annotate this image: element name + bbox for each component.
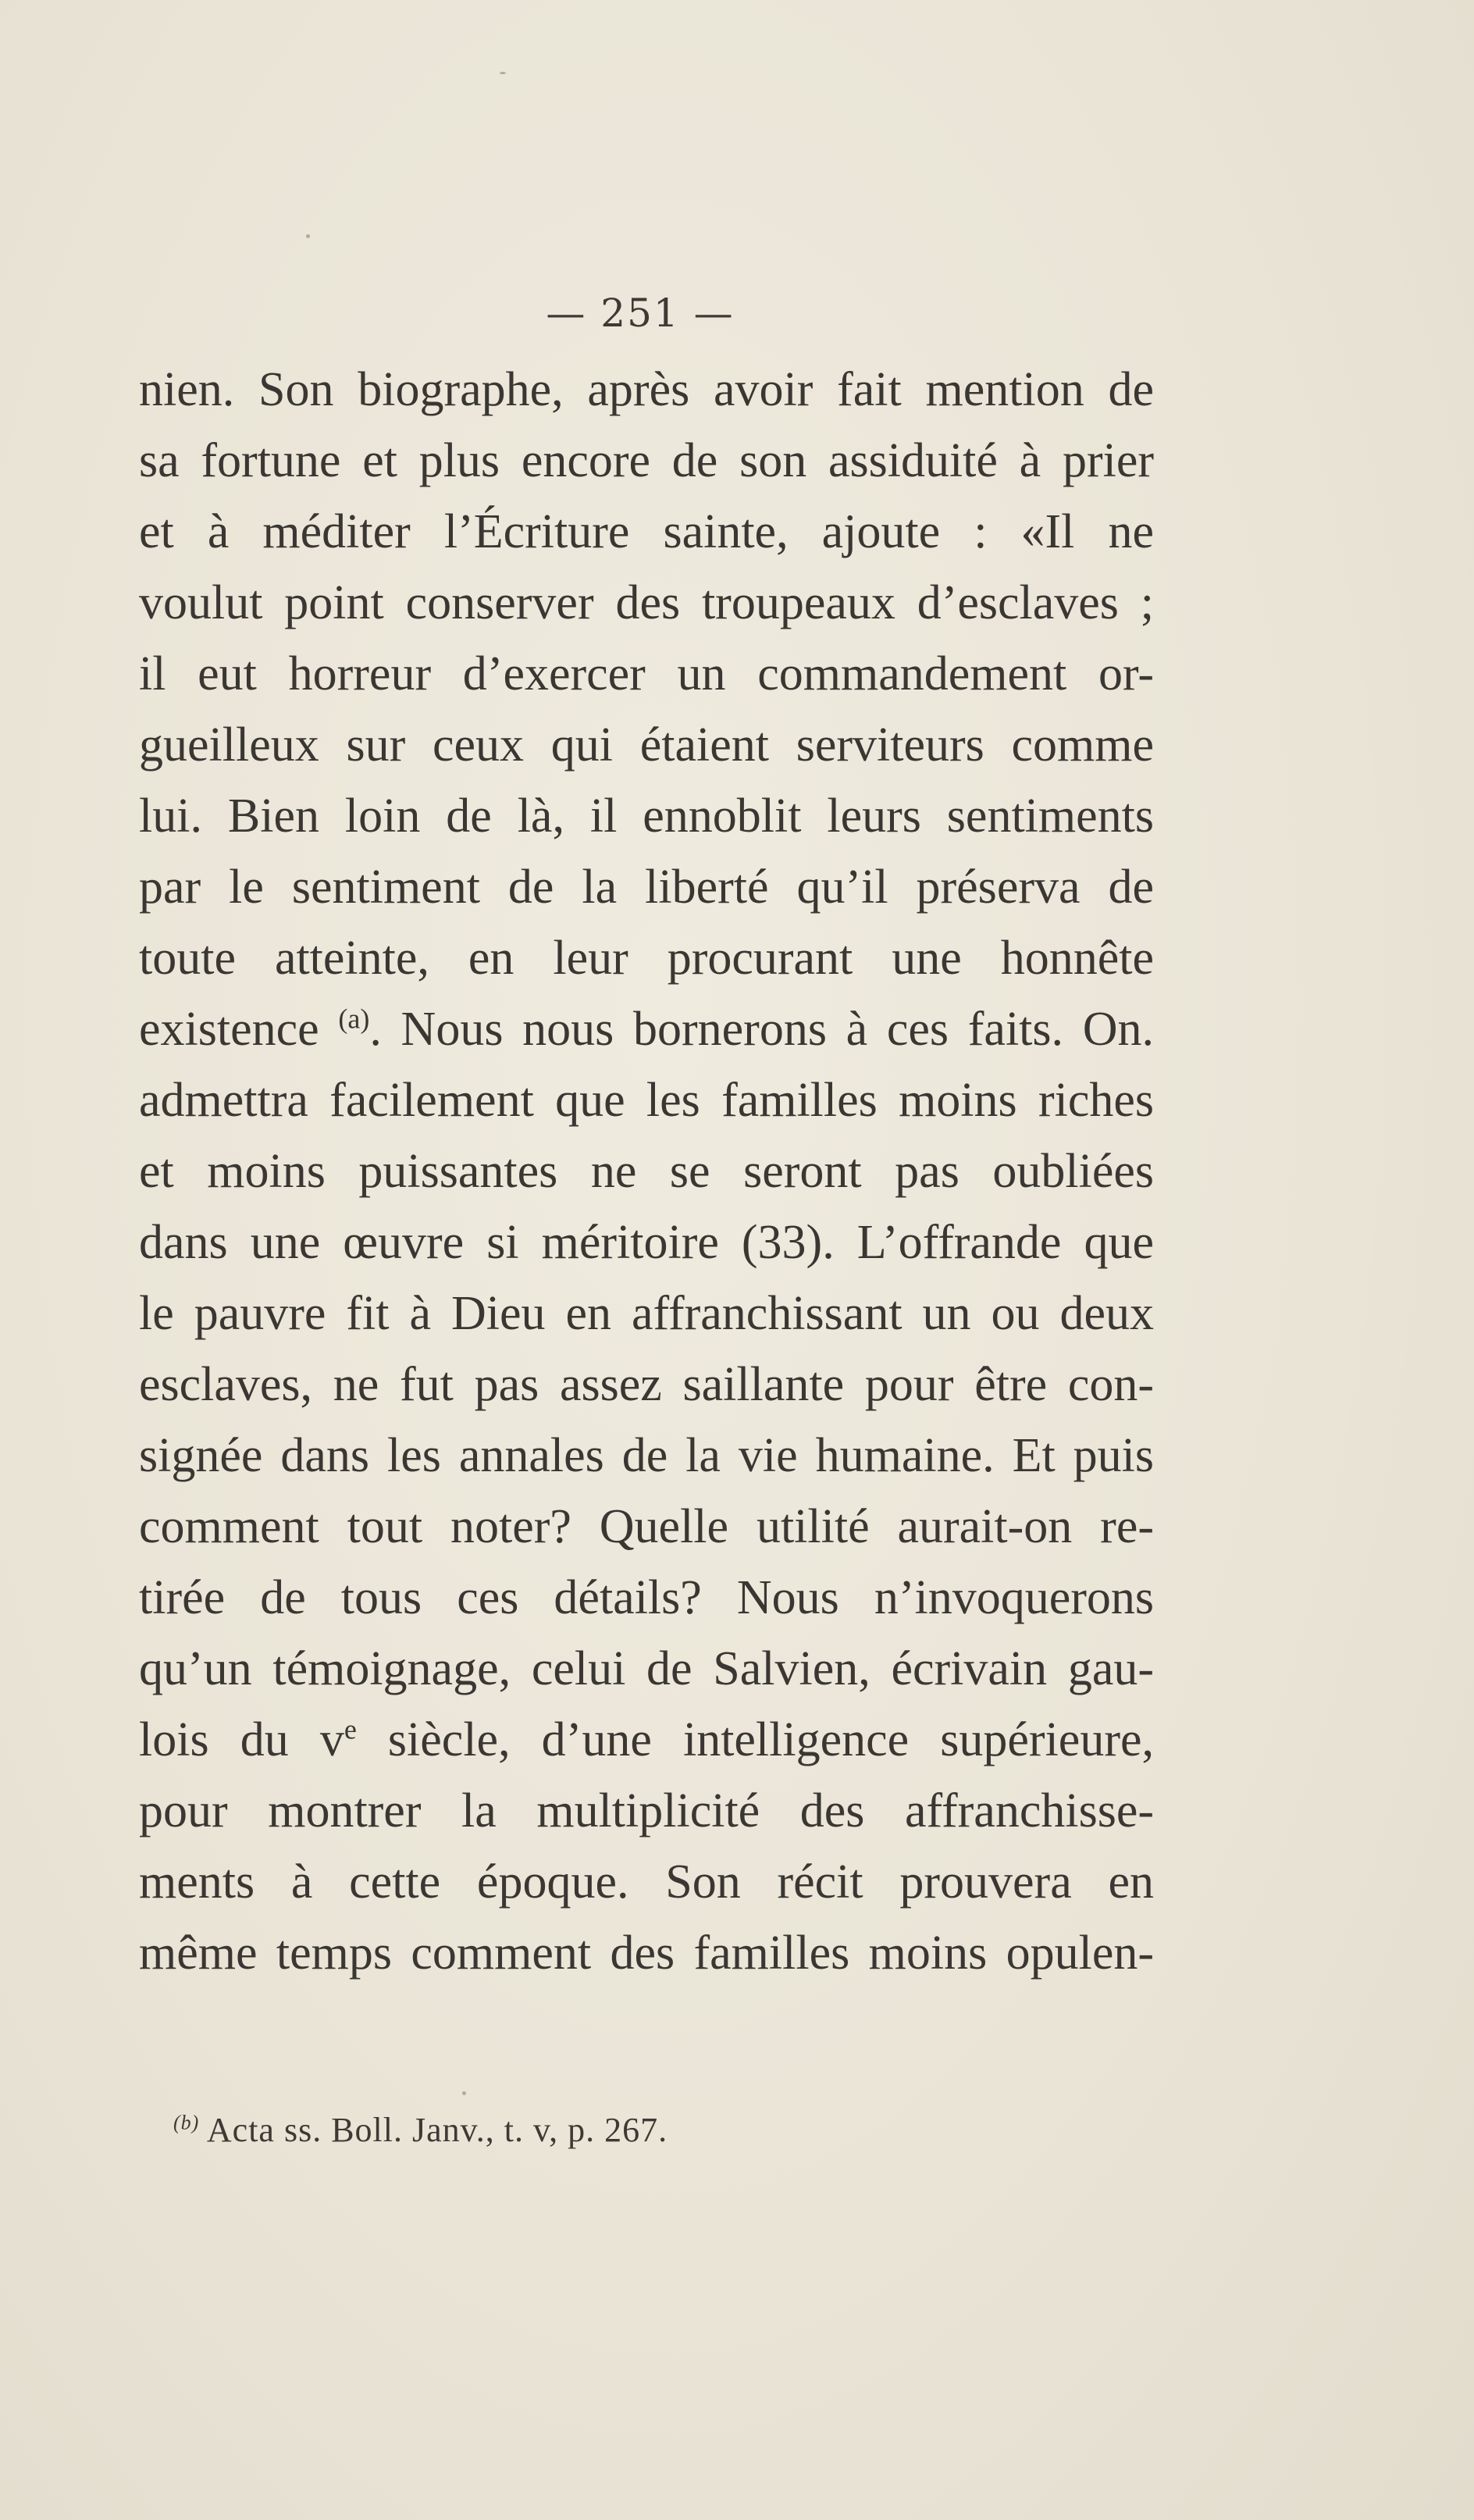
- text-line: voulut point conserver des troupeaux d’esclaves ;: [139, 576, 1154, 629]
- text-line: comment tout noter? Quelle utilité aurait-on re-: [139, 1500, 1154, 1553]
- footnote-reference: (a): [338, 1003, 370, 1035]
- ordinal-superscript: e: [344, 1713, 357, 1745]
- text-line: signée dans les annales de la vie humaine. Et puis: [139, 1429, 1154, 1482]
- text-line: qu’un témoignage, celui de Salvien, écrivain gau-: [139, 1642, 1154, 1695]
- text-line: et moins puissantes ne se seront pas oubliées: [139, 1145, 1154, 1198]
- text-line: nien. Son biographe, après avoir fait mention de: [139, 363, 1154, 416]
- text-line: toute atteinte, en leur procurant une honnête: [139, 932, 1154, 985]
- text-line: gueilleux sur ceux qui étaient serviteurs comme: [139, 718, 1154, 772]
- paper-speck: [500, 72, 506, 74]
- text-line: pour montrer la multiplicité des affranchisse-: [139, 1784, 1154, 1837]
- footnote-mark: (b): [173, 2111, 200, 2134]
- footnote-text: Acta ss. Boll. Janv., t. v, p. 267.: [199, 2111, 668, 2149]
- text-line: il eut horreur d’exercer un commandement or-: [139, 647, 1154, 700]
- text-line: esclaves, ne fut pas assez saillante pour être con-: [139, 1358, 1154, 1411]
- text-line: tirée de tous ces détails? Nous n’invoquerons: [139, 1571, 1154, 1624]
- text-line: admettra facilement que les familles moins riches: [139, 1074, 1154, 1127]
- text-line: même temps comment des familles moins opulen-: [139, 1927, 1154, 1980]
- page-number: — 251 —: [546, 290, 735, 336]
- text-line-with-superscript: [139, 1705, 1154, 1776]
- line-text: existence: [139, 1003, 339, 1056]
- text-line: ments à cette époque. Son récit prouvera en: [139, 1855, 1154, 1909]
- footnote: [173, 2110, 668, 2150]
- text-line: lui. Bien loin de là, il ennoblit leurs sentiments: [139, 790, 1154, 843]
- line-text: . Nous nous bornerons à ces faits. On.: [369, 1003, 1155, 1056]
- line-text: lois du v: [139, 1713, 344, 1766]
- text-line: sa fortune et plus encore de son assiduité à prier: [139, 434, 1154, 487]
- text-line: et à méditer l’Écriture sainte, ajoute : «Il ne: [139, 505, 1154, 558]
- text-line: par le sentiment de la liberté qu’il préserva de: [139, 861, 1154, 914]
- paper-speck: [462, 2091, 466, 2095]
- paper-speck: [306, 234, 310, 238]
- text-line: dans une œuvre si méritoire (33). L’offrande que: [139, 1216, 1154, 1269]
- text-line-with-note: [139, 994, 1154, 1065]
- text-line: le pauvre fit à Dieu en affranchissant un ou deux: [139, 1287, 1154, 1340]
- line-text: siècle, d’une intelligence supérieure,: [356, 1713, 1154, 1766]
- body-text: [139, 355, 1154, 1989]
